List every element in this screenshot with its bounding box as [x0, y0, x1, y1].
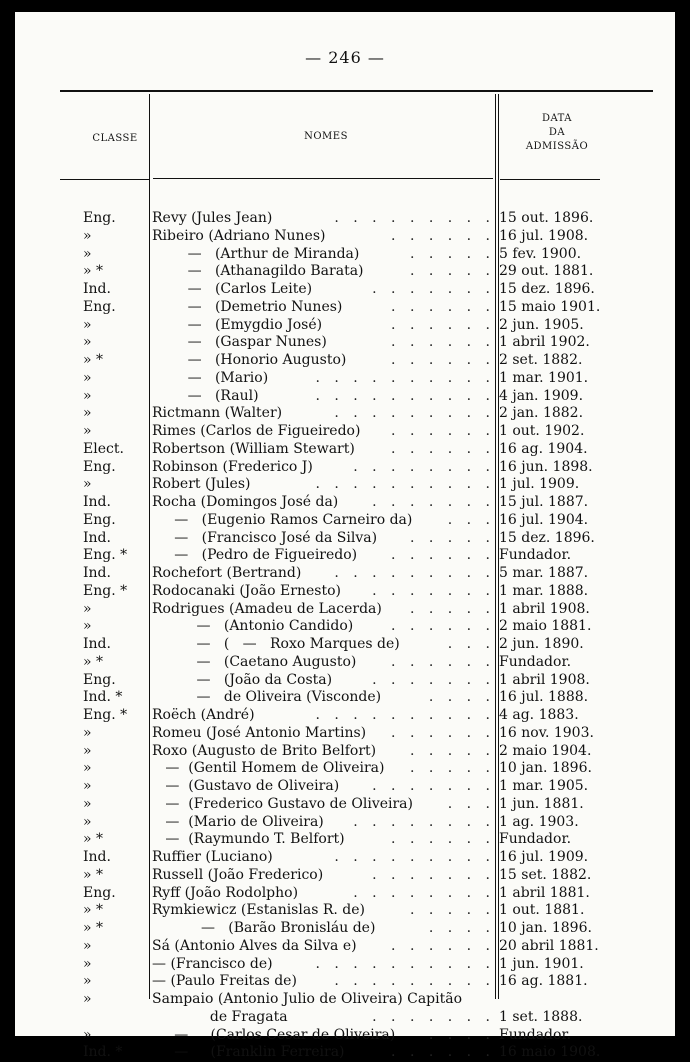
classe-cell: » [83, 618, 92, 635]
nome-cell [152, 388, 497, 406]
nome-text: Rodocanaki (João Ernesto) [152, 582, 341, 599]
data-admissao-cell: 1 abril 1908. [499, 600, 590, 617]
data-admissao-cell: 15 dez. 1896. [499, 281, 595, 297]
nome-text: — (Gentil Homem de Oliveira) [152, 760, 385, 777]
classe-cell: Ind. [83, 281, 111, 297]
nome-text: — (Demetrio Nunes) [152, 298, 343, 315]
classe-cell: Ind. * [83, 1044, 123, 1061]
data-admissao-cell: 15 maio 1901. [499, 298, 601, 315]
dot-leader: . . . . . . [391, 937, 495, 954]
header-data-line-2: DA [548, 127, 566, 138]
dot-leader: . . . . . . . . . . [315, 387, 495, 404]
data-admissao-cell: 16 jul. 1888. [499, 689, 589, 706]
dot-leader: . . . . . [409, 529, 495, 546]
nome-text: Roxo (Augusto de Brito Belfort) [152, 742, 377, 759]
top-rule [60, 90, 653, 92]
table-row [15, 388, 675, 406]
nome-cell [152, 246, 497, 264]
classe-cell: » [83, 405, 92, 422]
classe-cell: Ind. [83, 849, 111, 865]
nome-text: — (Gaspar Nunes) [152, 334, 327, 351]
header-rule-data [500, 179, 600, 180]
nome-cell [152, 494, 497, 512]
table-row [15, 494, 675, 512]
nome-cell [152, 228, 497, 246]
table-row [15, 547, 675, 565]
data-admissao-cell: 29 out. 1881. [499, 263, 594, 280]
classe-cell: Ind. [83, 494, 111, 510]
nome-text: — (Raul) [152, 387, 259, 404]
nome-cell [152, 547, 497, 565]
table-row [15, 991, 675, 1009]
table-row [15, 512, 675, 530]
data-admissao-cell: 2 maio 1881. [499, 618, 592, 635]
classe-cell: » * [83, 902, 104, 919]
table-row [15, 352, 675, 370]
table-row [15, 778, 675, 796]
classe-cell: » * [83, 831, 104, 848]
data-admissao-cell: 16 nov. 1903. [499, 724, 594, 741]
data-admissao-cell: 15 jul. 1887. [499, 494, 589, 510]
table-row [15, 565, 675, 583]
nome-text: Sá (Antonio Alves da Silva e) [152, 937, 357, 954]
table-row [15, 760, 675, 778]
nome-cell [152, 263, 497, 281]
nome-text: Robertson (William Stewart) [152, 440, 355, 457]
data-admissao-cell: 10 jan. 1896. [499, 760, 592, 777]
classe-cell: Ind. [83, 636, 111, 652]
classe-cell: » * [83, 653, 104, 670]
dot-leader: . . . . . . . [372, 671, 495, 688]
dot-leader: . . . [447, 636, 495, 652]
nome-cell [152, 299, 497, 317]
table-row [15, 849, 675, 867]
data-admissao-cell: 1 mar. 1905. [499, 778, 589, 794]
table-row [15, 831, 675, 849]
data-admissao-cell: 2 maio 1904. [499, 742, 592, 759]
data-admissao-cell: 1 mar. 1888. [499, 582, 589, 599]
data-admissao-cell: 1 abril 1902. [499, 334, 590, 351]
nome-cell [152, 352, 497, 370]
data-admissao-cell: 4 jan. 1909. [499, 387, 584, 404]
dot-leader: . . . . . . . [372, 778, 495, 794]
table-row [15, 459, 675, 477]
data-admissao-cell: 10 jan. 1896. [499, 920, 592, 936]
dot-leader: . . . . . . [391, 227, 495, 244]
table-row [15, 707, 675, 725]
nome-text: Rodrigues (Amadeu de Lacerda) [152, 600, 382, 617]
data-admissao-cell: 1 jun. 1901. [499, 955, 584, 972]
nome-text: — (Athanagildo Barata) [152, 263, 364, 280]
classe-cell: » [83, 973, 92, 990]
classe-cell: Eng. [83, 671, 116, 688]
dot-leader: . . . . . [409, 902, 495, 919]
dot-leader: . . . . . . [391, 334, 495, 351]
dot-leader: . . . . [428, 1026, 495, 1043]
data-admissao-cell: 16 jul. 1904. [499, 511, 589, 528]
header-nomes: NOMES [304, 131, 348, 142]
nome-text: — (Honorio Augusto) [152, 352, 347, 368]
dot-leader: . . . . . . [391, 1044, 495, 1061]
nome-text: — (Arthur de Miranda) [152, 245, 360, 262]
page [15, 12, 675, 1061]
classe-cell: » [83, 387, 92, 404]
dot-leader: . . . . . . . . . [334, 210, 495, 226]
dot-leader: . . . . . [409, 245, 495, 262]
header-data-line-1: DATA [541, 113, 573, 124]
nome-cell [152, 885, 497, 903]
nome-text: — (Raymundo T. Belfort) [152, 831, 345, 848]
classe-cell: » [83, 937, 92, 954]
nome-cell [152, 991, 497, 1009]
classe-cell: » * [83, 866, 104, 883]
nome-text: — (Carlos Cesar de Oliveira) [152, 1026, 396, 1043]
table-row [15, 317, 675, 335]
nome-cell [152, 1009, 497, 1027]
dot-leader: . . . . . . [391, 724, 495, 741]
classe-cell: » [83, 778, 92, 794]
table-row [15, 814, 675, 832]
table-row [15, 441, 675, 459]
nome-cell [152, 867, 497, 885]
nome-cell [152, 814, 497, 832]
nome-cell [152, 476, 497, 494]
classe-cell: » [83, 724, 92, 741]
nome-text: — (Antonio Candido) [152, 618, 354, 635]
classe-cell: » * [83, 263, 104, 280]
nome-cell [152, 370, 497, 388]
classe-cell: Ind. [83, 565, 111, 581]
data-admissao-cell: 2 jun. 1890. [499, 636, 584, 652]
nome-text: Robert (Jules) [152, 476, 251, 493]
classe-cell: Eng. [83, 511, 116, 528]
nome-cell [152, 725, 497, 743]
nome-cell [152, 459, 497, 477]
table-row [15, 423, 675, 441]
dot-leader: . . . . [428, 689, 495, 706]
data-admissao-cell: 1 out. 1902. [499, 423, 585, 439]
table-row [15, 1044, 675, 1062]
table-row [15, 618, 675, 636]
header-data [497, 112, 617, 154]
nome-text: Roëch (André) [152, 707, 255, 723]
page-number: — 246 — [305, 48, 385, 67]
data-admissao-cell: 1 abril 1908. [499, 671, 590, 688]
nome-cell [152, 956, 497, 974]
nome-text: — (Carlos Leite) [152, 281, 313, 297]
classe-cell: » [83, 245, 92, 262]
classe-cell: Eng. [83, 458, 116, 475]
nome-cell [152, 334, 497, 352]
header-classe: CLASSE [92, 133, 138, 144]
classe-cell: Ind. * [83, 689, 123, 706]
dot-leader: . . . . [428, 920, 495, 936]
nome-cell [152, 317, 497, 335]
nome-text: — (Paulo Freitas de) [152, 973, 297, 990]
classe-cell: » [83, 742, 92, 759]
table-row [15, 885, 675, 903]
dot-leader: . . . . . . [391, 352, 495, 368]
table-row [15, 281, 675, 299]
data-admissao-cell: 4 ag. 1883. [499, 707, 579, 723]
table-row [15, 334, 675, 352]
dot-leader: . . . . . . [391, 547, 495, 564]
data-admissao-cell: 16 jul. 1908. [499, 227, 589, 244]
classe-cell: » [83, 476, 92, 493]
classe-cell: » [83, 600, 92, 617]
table-row [15, 405, 675, 423]
data-admissao-cell: 20 abril 1881. [499, 937, 599, 954]
classe-cell: Eng. [83, 210, 116, 226]
classe-cell: » [83, 795, 92, 812]
nome-text: Revy (Jules Jean) [152, 210, 273, 226]
nome-text: Romeu (José Antonio Martins) [152, 724, 367, 741]
table-row [15, 263, 675, 281]
data-admissao-cell: 16 ag. 1881. [499, 973, 588, 990]
nome-cell [152, 760, 497, 778]
table-row [15, 902, 675, 920]
dot-leader: . . . . . [409, 600, 495, 617]
header-rule-nomes [153, 178, 493, 179]
table-row [15, 867, 675, 885]
classe-cell: Elect. [83, 440, 124, 457]
table-row [15, 973, 675, 991]
data-admissao-cell: 2 jan. 1882. [499, 405, 584, 422]
dot-leader: . . . . . . . . . [334, 565, 495, 581]
nome-text: Rocha (Domingos José da) [152, 494, 339, 510]
classe-cell: Eng. * [83, 707, 128, 723]
table-row [15, 601, 675, 619]
nome-text: — (Eugenio Ramos Carneiro da) [152, 511, 413, 528]
dot-leader: . . . . . . . . . . [315, 955, 495, 972]
table-row [15, 743, 675, 761]
nome-text: — (Frederico Gustavo de Oliveira) [152, 795, 413, 812]
data-admissao-cell: Fundador. [499, 831, 572, 848]
data-admissao-cell: Fundador. [499, 547, 572, 564]
data-admissao-cell: 15 dez. 1896. [499, 529, 595, 546]
nome-cell [152, 565, 497, 583]
nome-text: Rymkiewicz (Estanislas R. de) [152, 902, 365, 919]
nome-text: Russell (João Frederico) [152, 866, 324, 883]
dot-leader: . . . . . . . . . [334, 849, 495, 865]
table-row [15, 299, 675, 317]
classe-cell: » * [83, 352, 104, 368]
data-admissao-cell: 1 ag. 1903. [499, 813, 579, 830]
nome-text: Ryff (João Rodolpho) [152, 884, 299, 901]
table-row [15, 636, 675, 654]
nome-text: Ribeiro (Adriano Nunes) [152, 227, 326, 244]
data-admissao-cell: 1 jun. 1881. [499, 795, 584, 812]
table-row [15, 938, 675, 956]
nome-cell [152, 831, 497, 849]
data-admissao-cell: 5 mar. 1887. [499, 565, 589, 581]
dot-leader: . . . . . . . . . [334, 973, 495, 990]
nome-text: — (Mario de Oliveira) [152, 813, 324, 830]
dot-leader: . . . . . . . [372, 582, 495, 599]
dot-leader: . . . . . . . [372, 281, 495, 297]
nome-text: — (Franklin Ferreira) [152, 1044, 345, 1061]
classe-cell: » [83, 369, 92, 386]
nome-cell [152, 902, 497, 920]
nome-text: — (João da Costa) [152, 671, 333, 688]
nome-text: — (Emygdio José) [152, 316, 323, 333]
members-table [15, 210, 675, 1062]
table-row [15, 672, 675, 690]
nome-cell [152, 743, 497, 761]
nome-cell [152, 796, 497, 814]
dot-leader: . . . . . . . . . . [315, 476, 495, 493]
table-row [15, 583, 675, 601]
nome-cell [152, 778, 497, 796]
nome-text: de Fragata [152, 1008, 288, 1025]
dot-leader: . . . . . [409, 263, 495, 280]
nome-text: Robinson (Frederico J) [152, 458, 313, 475]
nome-text: — de Oliveira (Visconde) [152, 689, 382, 706]
dot-leader: . . . . . . [391, 423, 495, 439]
nome-text: — (Mario) [152, 369, 269, 386]
data-admissao-cell: 1 set. 1888. [499, 1008, 583, 1025]
table-row [15, 1009, 675, 1027]
nome-text: Ruffier (Luciano) [152, 849, 273, 865]
nome-text: Rictmann (Walter) [152, 405, 283, 422]
nome-cell [152, 512, 497, 530]
nome-cell [152, 707, 497, 725]
classe-cell: Eng. [83, 884, 116, 901]
data-admissao-cell: 1 mar. 1901. [499, 369, 589, 386]
dot-leader: . . . . . . . [372, 1008, 495, 1025]
dot-leader: . . . [447, 795, 495, 812]
nome-text: — (Caetano Augusto) [152, 653, 357, 670]
table-row [15, 920, 675, 938]
nome-text: — ( — Roxo Marques de) [152, 636, 400, 652]
nome-cell [152, 920, 497, 938]
table-row [15, 476, 675, 494]
table-row [15, 796, 675, 814]
nome-cell [152, 938, 497, 956]
nome-cell [152, 618, 497, 636]
table-row [15, 654, 675, 672]
classe-cell: » [83, 423, 92, 439]
classe-cell: » [83, 1026, 92, 1043]
nome-cell [152, 636, 497, 654]
data-admissao-cell: 2 jun. 1905. [499, 316, 584, 333]
data-admissao-cell: 1 abril 1881. [499, 884, 590, 901]
header-rule-classe [60, 179, 150, 180]
data-admissao-cell: Fundador. [499, 653, 572, 670]
header-data-line-3: ADMISSÃO [525, 141, 589, 152]
dot-leader: . . . . . . [391, 298, 495, 315]
nome-cell [152, 1027, 497, 1045]
nome-text: — (Barão Bronisláu de) [152, 920, 376, 936]
classe-cell: » [83, 316, 92, 333]
classe-cell: » [83, 813, 92, 830]
nome-text: — (Francisco José da Silva) [152, 529, 378, 546]
table-row [15, 689, 675, 707]
classe-cell: Eng. [83, 298, 116, 315]
nome-text: Sampaio (Antonio Julio de Oliveira) Capitão [152, 991, 463, 1007]
table-row [15, 246, 675, 264]
dot-leader: . . . . . . [391, 618, 495, 635]
nome-cell [152, 973, 497, 991]
dot-leader: . . . . . . . . [353, 884, 495, 901]
table-row [15, 956, 675, 974]
nome-cell [152, 281, 497, 299]
dot-leader: . . . . . . . . . . [315, 369, 495, 386]
classe-cell: » [83, 955, 92, 972]
dot-leader: . . . [447, 511, 495, 528]
table-row [15, 228, 675, 246]
nome-cell [152, 583, 497, 601]
nome-cell [152, 601, 497, 619]
nome-cell [152, 654, 497, 672]
data-admissao-cell: 16 jul. 1909. [499, 849, 589, 865]
nome-cell [152, 210, 497, 228]
dot-leader: . . . . . . [391, 831, 495, 848]
data-admissao-cell: 16 jun. 1898. [499, 458, 593, 475]
classe-cell: » [83, 227, 92, 244]
classe-cell: Eng. * [83, 582, 128, 599]
classe-cell: » [83, 991, 92, 1007]
table-row [15, 530, 675, 548]
dot-leader: . . . . . . [391, 440, 495, 457]
dot-leader: . . . . . . [391, 316, 495, 333]
dot-leader: . . . . . . [391, 653, 495, 670]
nome-cell [152, 530, 497, 548]
data-admissao-cell: 16 maio 1908. [499, 1044, 601, 1061]
nome-text: — (Francisco de) [152, 955, 273, 972]
nome-cell [152, 672, 497, 690]
table-row [15, 370, 675, 388]
classe-cell: Ind. [83, 529, 111, 546]
nome-cell [152, 423, 497, 441]
dot-leader: . . . . . [409, 760, 495, 777]
classe-cell: » * [83, 920, 104, 936]
nome-cell [152, 441, 497, 459]
dot-leader: . . . . . . . . [353, 458, 495, 475]
dot-leader: . . . . . . . . . [334, 405, 495, 422]
table-row [15, 210, 675, 228]
classe-cell: » [83, 334, 92, 351]
dot-leader: . . . . . . . [372, 494, 495, 510]
data-admissao-cell: 1 out. 1881. [499, 902, 585, 919]
data-admissao-cell: 16 ag. 1904. [499, 440, 588, 457]
nome-text: — (Pedro de Figueiredo) [152, 547, 358, 564]
data-admissao-cell: Fundador. [499, 1026, 572, 1043]
nome-cell [152, 1044, 497, 1062]
dot-leader: . . . . . . . . . . [315, 707, 495, 723]
data-admissao-cell: 2 set. 1882. [499, 352, 583, 368]
classe-cell: » [83, 760, 92, 777]
data-admissao-cell: 1 jul. 1909. [499, 476, 580, 493]
nome-text: Rochefort (Bertrand) [152, 565, 302, 581]
table-row [15, 725, 675, 743]
dot-leader: . . . . . [409, 742, 495, 759]
nome-cell [152, 405, 497, 423]
table-row [15, 1027, 675, 1045]
data-admissao-cell: 15 set. 1882. [499, 866, 592, 883]
data-admissao-cell: 15 out. 1896. [499, 210, 594, 226]
dot-leader: . . . . . . . . [353, 813, 495, 830]
nome-cell [152, 849, 497, 867]
nome-text: — (Gustavo de Oliveira) [152, 778, 340, 794]
data-admissao-cell: 5 fev. 1900. [499, 245, 582, 262]
nome-cell [152, 689, 497, 707]
nome-text: Rimes (Carlos de Figueiredo) [152, 423, 361, 439]
dot-leader: . . . . . . . [372, 866, 495, 883]
classe-cell: Eng. * [83, 547, 128, 564]
